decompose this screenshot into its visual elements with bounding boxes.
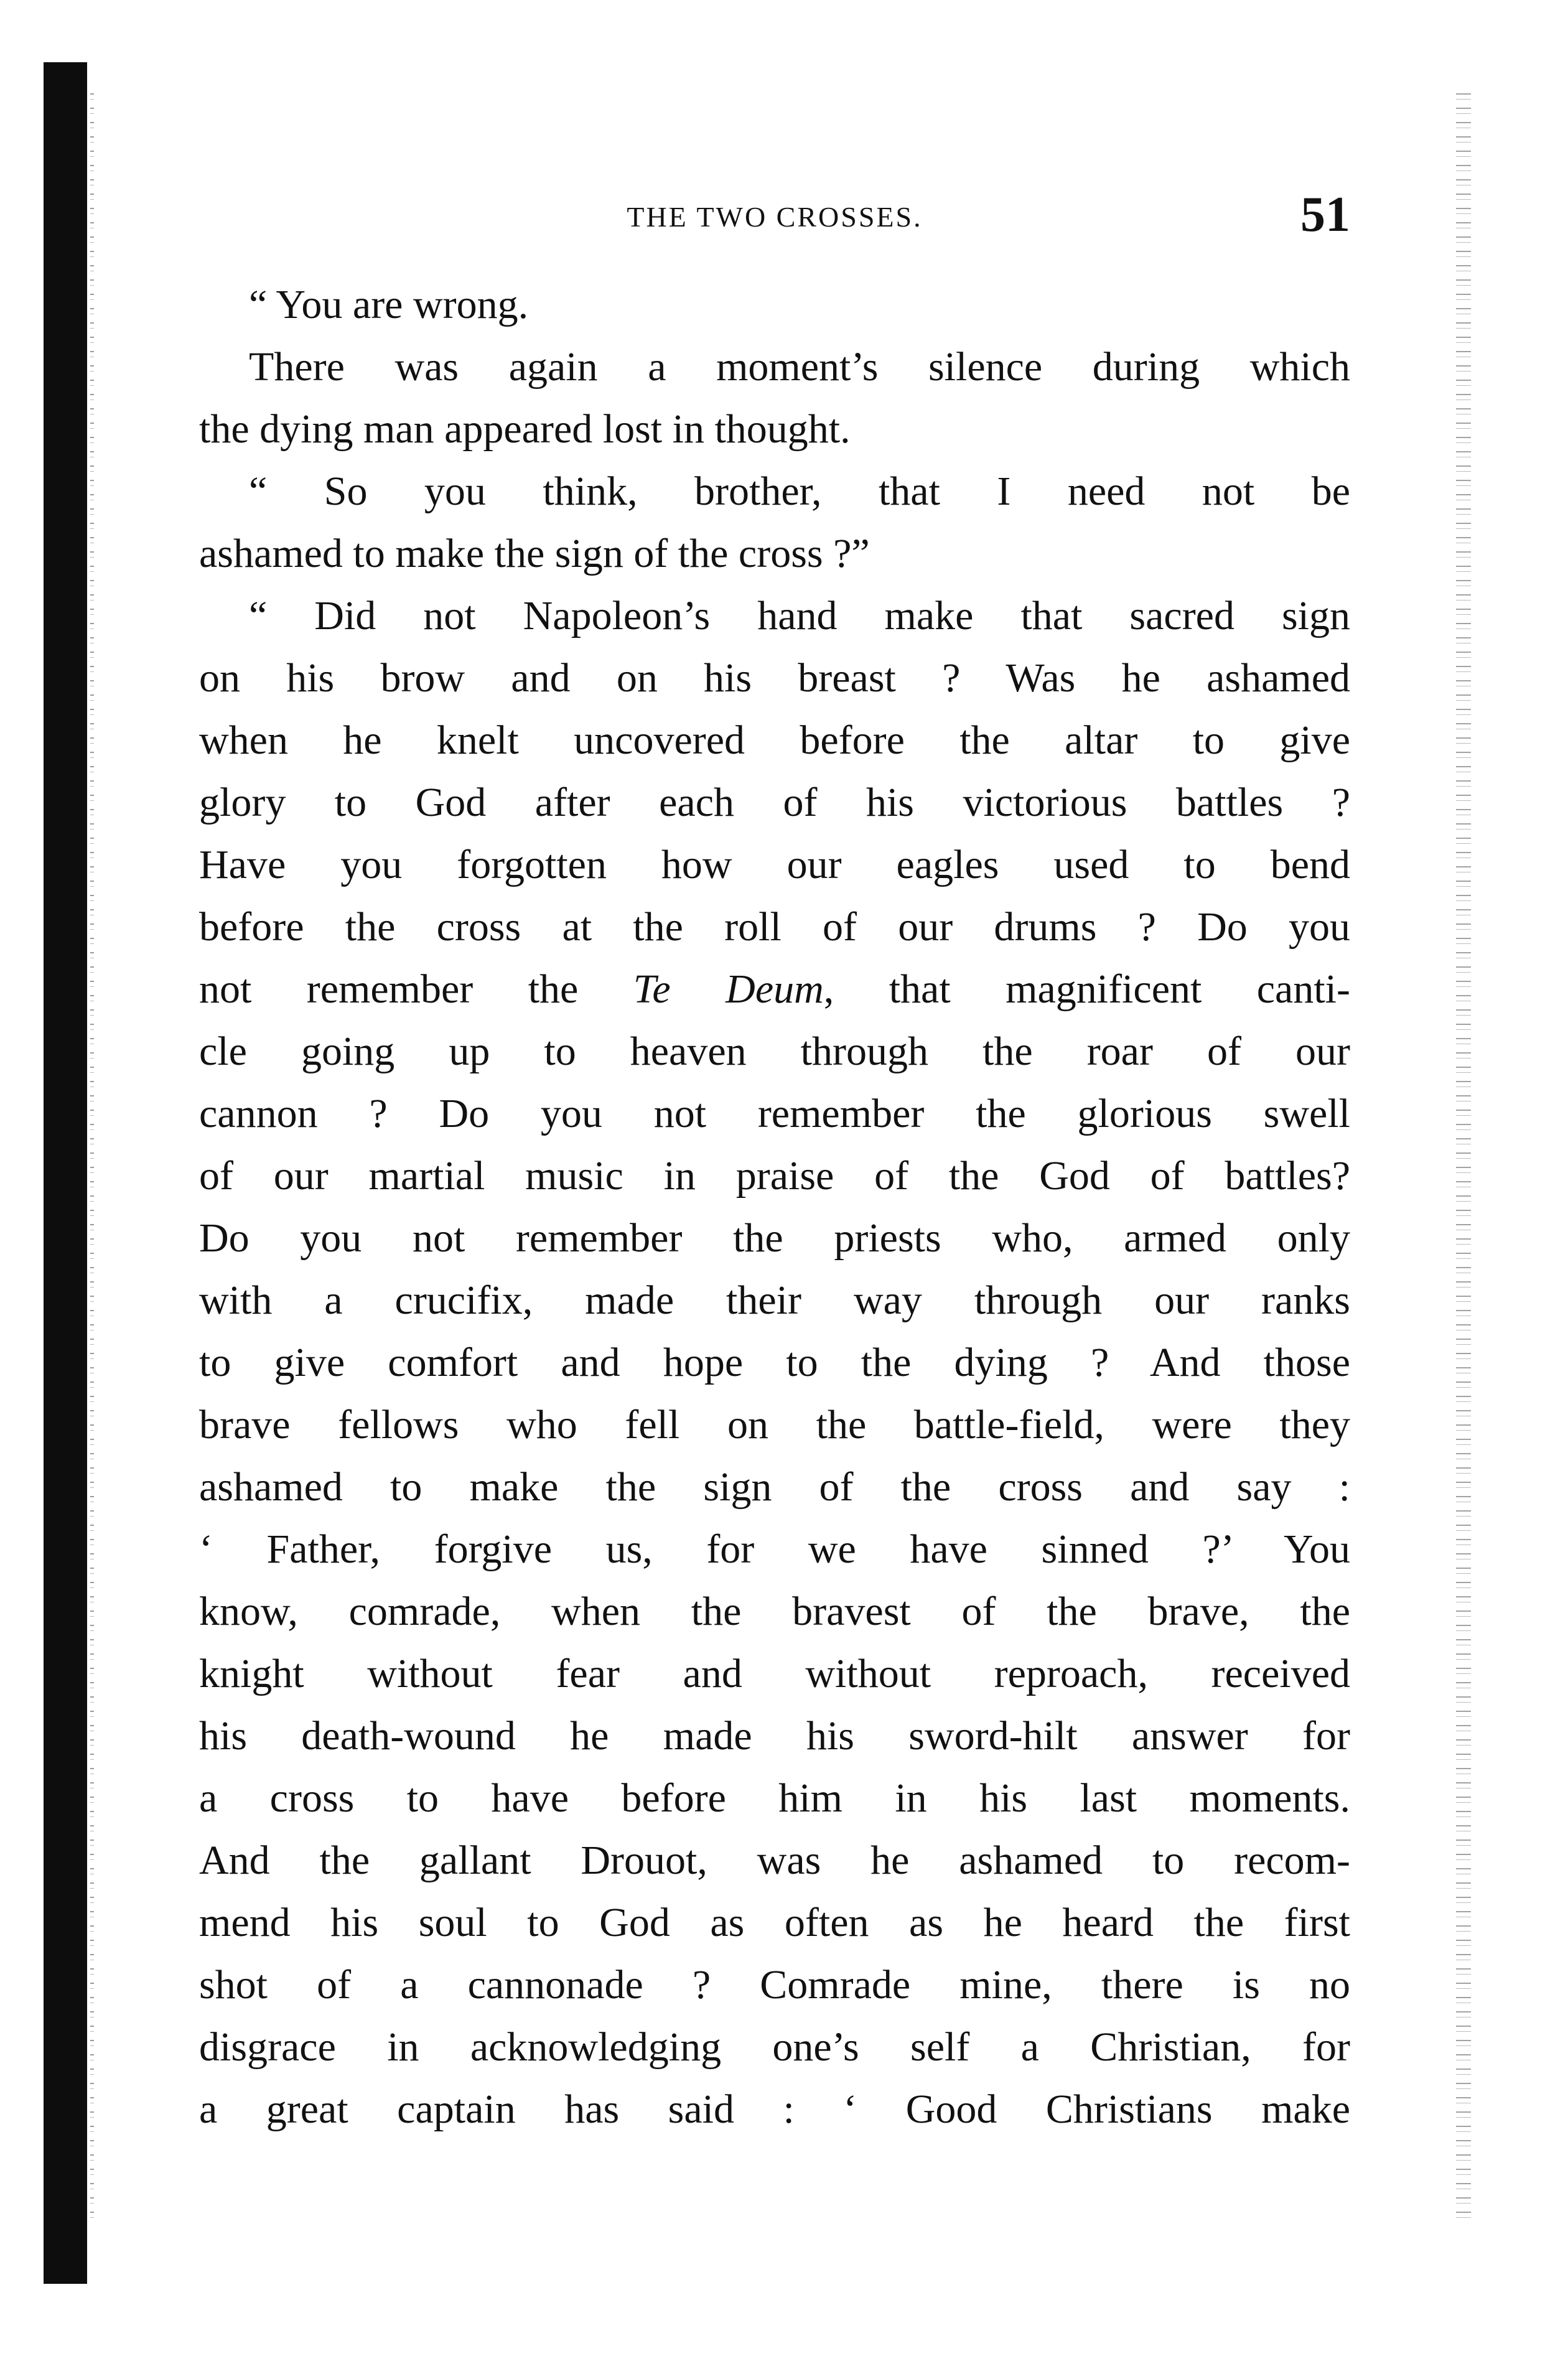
text-line: ashamed to make the sign of the cross and say : (199, 1464, 1350, 1510)
text-line: cannon ? Do you not remember the glorious swell (199, 1091, 1350, 1136)
text-line: the dying man appeared lost in thought. (199, 406, 851, 452)
text-line: And the gallant Drouot, was he ashamed to recom- (199, 1838, 1350, 1883)
text-line-with-italic: not remember the Te Deum, that magnificent canti- (199, 966, 1350, 1012)
italic-phrase: Te Deum (633, 966, 824, 1012)
text-line: know, comrade, when the bravest of the brave, the (199, 1589, 1350, 1634)
text-line: disgrace in acknowledging one’s self a Christian, for (199, 2024, 1350, 2070)
text-line: when he knelt uncovered before the altar to give (199, 718, 1350, 763)
text-line: glory to God after each of his victorious battles ? (199, 780, 1350, 825)
page-number: 51 (1300, 187, 1350, 242)
right-edge-speckle (1456, 93, 1471, 2222)
text-line: “ So you think, brother, that I need not be (249, 469, 1350, 514)
text-line: on his brow and on his breast ? Was he ashamed (199, 655, 1350, 701)
text-line: a cross to have before him in his last moments. (199, 1775, 1350, 1821)
text-line: his death-wound he made his sword-hilt answer for (199, 1713, 1350, 1759)
running-title: THE TWO CROSSES. (627, 201, 923, 233)
body-text (199, 274, 1350, 2141)
text-line: ashamed to make the sign of the cross ?” (199, 531, 870, 576)
text-line: “ Did not Napoleon’s hand make that sacred sign (249, 593, 1350, 638)
text-line: There was again a moment’s silence during which (249, 344, 1350, 390)
text-line: Do you not remember the priests who, armed only (199, 1215, 1350, 1261)
text-line: mend his soul to God as often as he heard the first (199, 1900, 1350, 1945)
text-line: shot of a cannonade ? Comrade mine, there is no (199, 1962, 1350, 2008)
left-edge-speckle (90, 93, 94, 2222)
text-line: a great captain has said : ‘ Good Christians make (199, 2087, 1350, 2132)
text-line: with a crucifix, made their way through our ranks (199, 1278, 1350, 1323)
text-line: brave fellows who fell on the battle-field, were they (199, 1402, 1350, 1447)
running-head (199, 187, 1350, 243)
text-line: “ You are wrong. (249, 282, 529, 327)
text-line: ‘ Father, forgive us, for we have sinned ?’ You (199, 1526, 1350, 1572)
text-line: Have you forgotten how our eagles used to bend (199, 842, 1350, 887)
text-line: before the cross at the roll of our drums ? Do you (199, 904, 1350, 950)
text-line: to give comfort and hope to the dying ? And those (199, 1340, 1350, 1385)
text-line: of our martial music in praise of the God of battles? (199, 1153, 1350, 1199)
binding-edge-shadow (44, 62, 87, 2284)
text-line: cle going up to heaven through the roar of our (199, 1029, 1350, 1074)
text-line: knight without fear and without reproach, received (199, 1651, 1350, 1696)
